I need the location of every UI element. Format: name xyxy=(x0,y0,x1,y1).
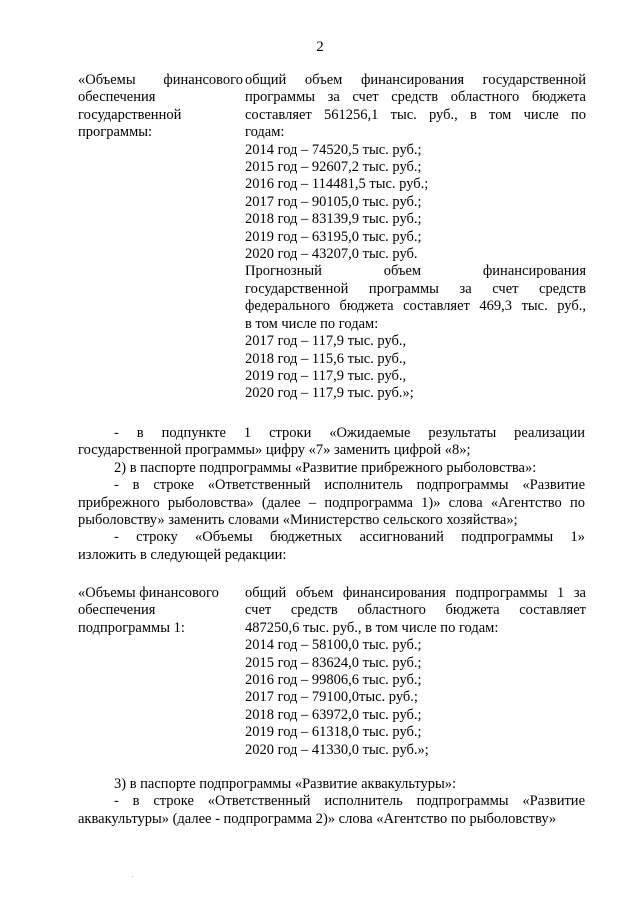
content-line: составляет 561256,1 тыс. руб., в том числе по xyxy=(245,106,586,123)
table-label-cell xyxy=(78,585,243,637)
year-amount-line: 2016 год – 99806,6 тыс. руб.; xyxy=(245,672,422,689)
paragraph-line: 3) в паспорте подпрограммы «Развитие аквакультуры»: xyxy=(114,776,457,792)
year-amount-line: 2020 год – 117,9 тыс. руб.»; xyxy=(245,385,414,402)
paragraph-line: - строку «Объемы бюджетных ассигнований подпрограммы 1» xyxy=(114,529,585,546)
content-line: федерального бюджета составляет 469,3 тыс. руб., xyxy=(245,298,586,315)
year-amount-line: 2014 год – 74520,5 тыс. руб.; xyxy=(245,141,422,158)
table-label-cell xyxy=(78,72,243,142)
paragraph-line: прибрежного рыболовства» (далее – подпрограмма 1)» слова «Агентство по xyxy=(78,494,585,511)
year-amount-line: 2015 год – 92607,2 тыс. руб.; xyxy=(245,159,422,176)
year-amount-line: 2017 год – 117,9 тыс. руб., xyxy=(245,333,407,350)
year-amount-line: 2018 год – 115,6 тыс. руб., xyxy=(245,350,407,367)
year-amount-line: 2020 год – 43207,0 тыс. руб. xyxy=(245,246,418,263)
funding-table-subprogram-1 xyxy=(78,585,586,761)
content-line: государственной программы за счет средств xyxy=(245,280,586,297)
year-amount-line: 2017 год – 90105,0 тыс. руб.; xyxy=(245,193,422,210)
table-label-line: обеспечения xyxy=(78,602,156,619)
content-line: Прогнозный объем финансирования xyxy=(245,263,586,280)
year-amount-line: 2020 год – 41330,0 тыс. руб.»; xyxy=(245,741,429,758)
table-label-line: подпрограммы 1: xyxy=(78,619,185,636)
page-number: 2 xyxy=(316,39,324,55)
table-content-cell xyxy=(245,72,586,403)
body-text-section-2 xyxy=(78,776,585,828)
paragraph-line: 2) в паспорте подпрограммы «Развитие прибрежного рыболовства»: xyxy=(114,459,537,476)
content-line: общий объем финансирования подпрограммы 1 за xyxy=(245,585,586,601)
content-line: годам: xyxy=(245,124,285,141)
content-line: программы за счет средств областного бюджета xyxy=(245,89,586,106)
year-amount-line: 2016 год – 114481,5 тыс. руб.; xyxy=(245,176,429,193)
year-amount-line: 2019 год – 61318,0 тыс. руб.; xyxy=(245,724,422,741)
funding-table-program xyxy=(78,72,586,407)
paragraph-line: - в подпункте 1 строки «Ожидаемые результаты реализации xyxy=(114,425,585,441)
year-amount-line: 2017 год – 79100,0тыс. руб.; xyxy=(245,689,418,706)
year-amount-line: 2019 год – 117,9 тыс. руб., xyxy=(245,367,407,384)
table-label-line: государственной xyxy=(78,106,182,123)
content-line: в том числе по годам: xyxy=(245,315,379,332)
year-amount-line: 2015 год – 83624,0 тыс. руб.; xyxy=(245,654,422,671)
table-content-cell xyxy=(245,585,586,759)
scan-speck xyxy=(132,876,133,877)
content-line: 487250,6 тыс. руб., в том числе по годам: xyxy=(245,619,499,636)
table-label-line: обеспечения xyxy=(78,89,156,106)
paragraph-line: аквакультуры» (далее - подпрограмма 2)» слова «Агентство по рыболовству» xyxy=(78,810,557,827)
paragraph-line: изложить в следующей редакции: xyxy=(78,546,287,563)
content-line: счет средств областного бюджета составляет xyxy=(245,602,586,619)
paragraph-line: - в строке «Ответственный исполнитель подпрограммы «Развитие xyxy=(114,477,585,494)
content-line: общий объем финансирования государственной xyxy=(245,72,586,88)
paragraph-line: государственной программы» цифру «7» заменить цифрой «8»; xyxy=(78,442,471,459)
paragraph-line: - в строке «Ответственный исполнитель подпрограммы «Развитие xyxy=(114,793,585,810)
table-label-line: «Объемы финансового xyxy=(78,585,219,601)
table-label-line: «Объемы финансового xyxy=(78,72,243,88)
body-text-section-1 xyxy=(78,425,585,564)
year-amount-line: 2018 год – 63972,0 тыс. руб.; xyxy=(245,706,422,723)
table-label-line: программы: xyxy=(78,124,153,141)
year-amount-line: 2014 год – 58100,0 тыс. руб.; xyxy=(245,637,422,654)
year-amount-line: 2019 год – 63195,0 тыс. руб.; xyxy=(245,228,422,245)
year-amount-line: 2018 год – 83139,9 тыс. руб.; xyxy=(245,211,422,228)
paragraph-line: рыболовству» заменить словами «Министерство сельского хозяйства»; xyxy=(78,512,518,529)
